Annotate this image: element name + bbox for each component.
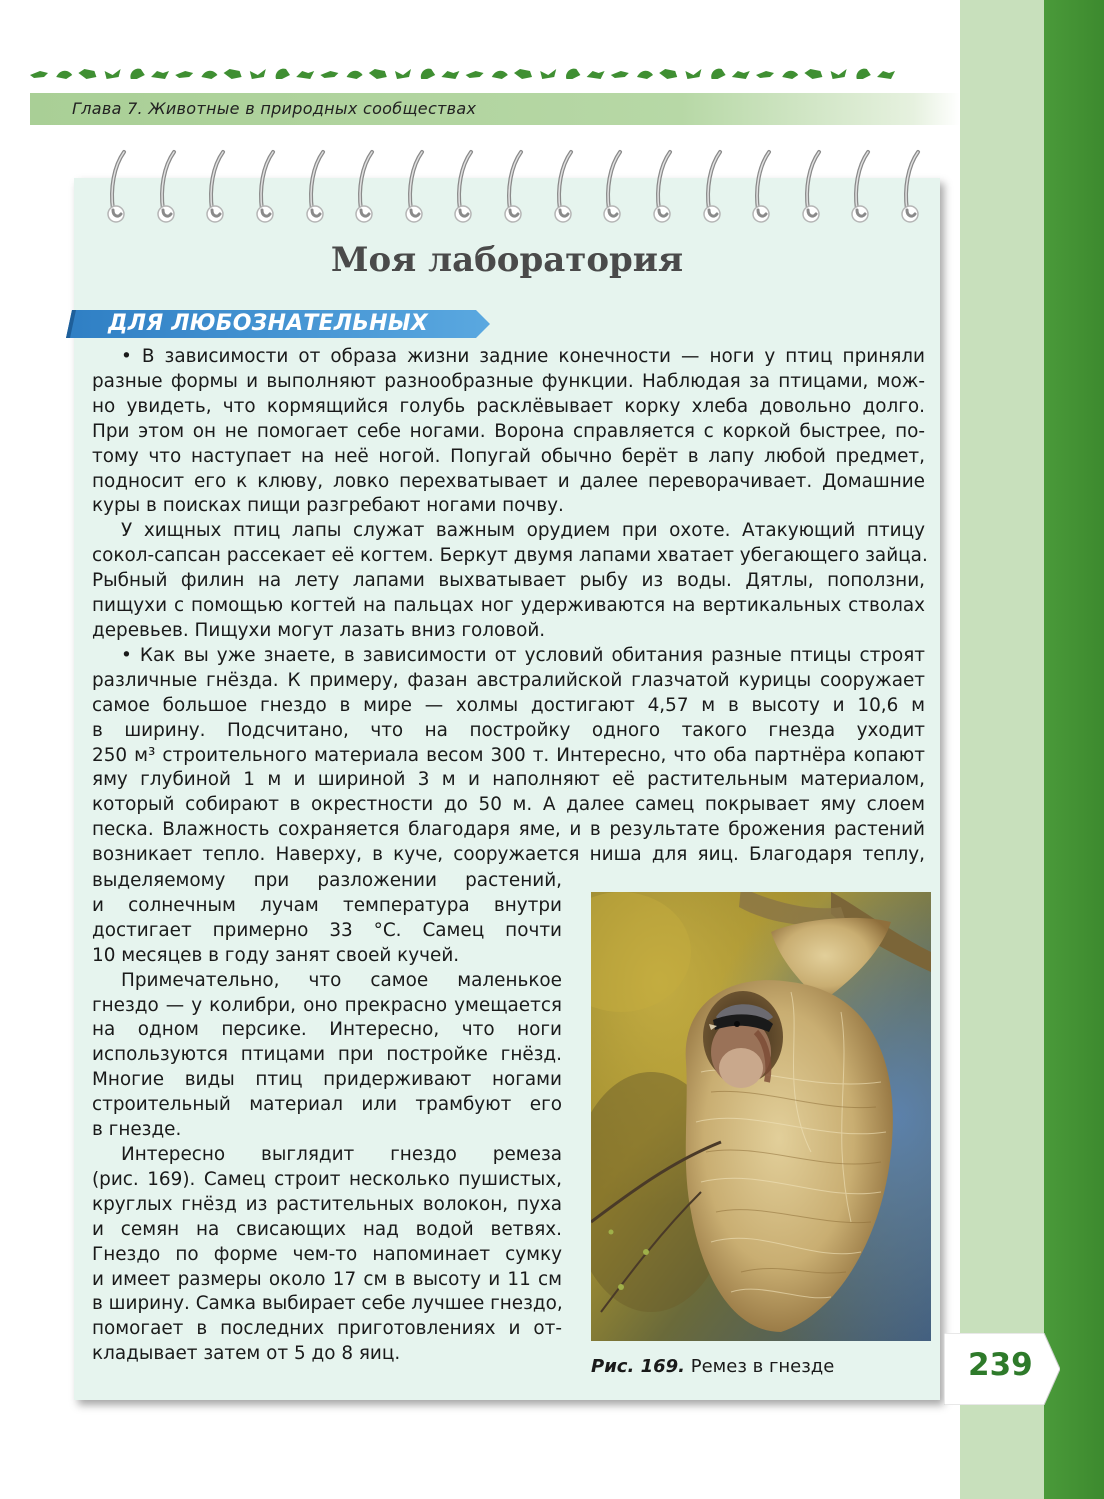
text-line: сокол-сапсан рассекает её когтем. Беркут двумя лапами хватает убегающего зайца. (92, 545, 928, 567)
animal-silhouette-icon (856, 69, 870, 79)
ring-icon (848, 148, 874, 228)
figure-label: Рис. 169. (591, 1356, 685, 1377)
ring-icon (501, 148, 527, 228)
animal-silhouette-icon (831, 69, 847, 79)
animal-silhouette-icon (395, 69, 411, 79)
ring-icon (799, 148, 825, 228)
animal-silhouette-icon (756, 71, 774, 78)
text-line: • Как вы уже знаете, в зависимости от условий обитания разные птицы строят (121, 644, 925, 666)
page-number: 239 (968, 1347, 1033, 1383)
text-line: куры в поисках пищи разгребают ногами почву. (92, 495, 564, 517)
text-line: • В зависимости от образа жизни задние конечности — ноги у птиц приняли (121, 346, 925, 367)
animal-silhouette-icon (175, 71, 193, 78)
text-line: помогает в последних приготовлениях и от- (92, 1318, 562, 1340)
animal-silhouette-icon (276, 69, 290, 79)
animal-silhouette-icon (78, 69, 96, 79)
animal-strip-icon (30, 62, 900, 84)
animal-silhouette-icon (421, 69, 435, 79)
animal-silhouette-icon (347, 71, 363, 79)
animal-silhouette-icon (611, 71, 629, 78)
animal-silhouette-icon (566, 69, 580, 79)
section-title: ДЛЯ ЛЮБОЗНАТЕЛЬНЫХ (108, 311, 428, 336)
ring-icon (700, 148, 726, 228)
text-line: Гнездо по форме чем-то напоминает сумку (92, 1243, 562, 1265)
text-line: Интересно выглядит гнездо ремеза (121, 1143, 562, 1165)
ring-icon (600, 148, 626, 228)
animal-silhouette-icon (637, 71, 653, 79)
figure-caption-text: Ремез в гнезде (690, 1356, 835, 1377)
remez-nest-image (591, 892, 931, 1341)
text-line: песка. Влажность сохраняется благодаря яме, и в результате брожения растений (92, 819, 925, 841)
text-line: и имеет размеры около 17 см в высоту и 11 см (92, 1268, 562, 1290)
text-line: на одном персике. Интересно, что ноги (92, 1019, 562, 1041)
text-line: достигает примерно 33 °С. Самец почти (92, 919, 562, 941)
ring-icon (303, 148, 329, 228)
text-line: и солнечным лучам температура внутри (92, 894, 562, 916)
animal-silhouette-icon (782, 71, 798, 79)
animal-silhouette-icon (320, 71, 338, 78)
main-text (92, 345, 928, 868)
figure-caption (591, 1356, 834, 1377)
text-line: (рис. 169). Самец строит несколько пушистых, (92, 1168, 562, 1190)
ring-icon (898, 148, 924, 228)
text-line: круглых гнёзд из растительных волокон, пуха (92, 1193, 562, 1215)
text-line: различные гнёзда. К примеру, фазан австралийской глазчатой курицы сооружает (92, 669, 925, 691)
text-line: У хищных птиц лапы служат важным орудием при охоте. Атакующий птицу (121, 520, 925, 542)
animal-silhouette-icon (105, 69, 121, 79)
text-line: яму глубиной 1 м и шириной 3 м и наполняют её растительным материалом, (92, 769, 925, 791)
text-line: деревьев. Пищухи могут лазать вниз головой. (92, 619, 546, 641)
animal-silhouette-icon (685, 69, 701, 79)
ring-icon (402, 148, 428, 228)
animal-silhouette-icon (804, 69, 822, 79)
animal-silhouette-icon (732, 71, 750, 79)
animal-silhouette-icon (441, 71, 459, 79)
animal-silhouette-icon (296, 71, 314, 79)
animal-silhouette-icon (130, 69, 144, 79)
text-line: возникает тепло. Наверху, в куче, сооружается ниша для яиц. Благодаря теплу, (92, 844, 925, 866)
side-text (92, 869, 562, 1367)
ring-icon (650, 148, 676, 228)
animal-silhouette-icon (540, 69, 556, 79)
ring-icon (551, 148, 577, 228)
animal-silhouette-icon (514, 69, 532, 79)
text-line: 250 м³ строительного материала весом 300 т. Интересно, что оба партнёра копают (92, 744, 925, 766)
text-line: 10 месяцев в году занят своей кучей. (92, 944, 460, 966)
animal-silhouette-icon (659, 69, 677, 79)
text-line: используются птицами при постройке гнёзд. (92, 1044, 562, 1066)
text-line: разные формы и выполняют разнообразные функции. Наблюдая за птицами, мож- (92, 370, 925, 392)
animal-silhouette-icon (369, 69, 387, 79)
ring-icon (154, 148, 180, 228)
animal-silhouette-icon (201, 71, 217, 79)
animal-silhouette-icon (151, 71, 169, 79)
ring-icon (203, 148, 229, 228)
animal-silhouette-icon (56, 71, 72, 79)
notebook-rings (104, 148, 924, 228)
animal-silhouette-icon (466, 71, 484, 78)
animal-silhouette-icon (30, 71, 48, 78)
ring-icon (451, 148, 477, 228)
page-edge-dark (1044, 0, 1104, 1499)
animal-silhouettes (30, 62, 900, 84)
animal-silhouette-icon (492, 71, 508, 79)
text-line: гнездо — у колибри, оно прекрасно умещается (92, 994, 562, 1016)
lab-title: Моя лаборатория (330, 240, 684, 280)
text-line: в ширину. Подсчитано, что на постройку одного такого гнезда уходит (92, 719, 925, 741)
text-line: в ширину. Самка выбирает себе лучшее гнездо, (92, 1293, 563, 1315)
text-line: При этом он не помогает себе ногами. Ворона справляется с коркой быстрее, по- (92, 420, 925, 442)
text-line: Примечательно, что самое маленькое (121, 969, 562, 991)
animal-silhouette-icon (224, 69, 242, 79)
text-line: строительный материал или трамбуют его (92, 1094, 562, 1116)
animal-silhouette-icon (250, 69, 266, 79)
animal-silhouette-icon (877, 71, 895, 79)
text-line: пищухи с помощью когтей на пальцах ног удерживаются на вертикальных стволах (92, 595, 925, 617)
text-line: но увидеть, что кормящийся голубь расклёвывает корку хлеба довольно долго. (92, 395, 925, 417)
animal-silhouette-icon (711, 69, 725, 79)
text-line: подносит его к клюву, ловко перехватывает и далее переворачивает. Домашние (92, 470, 925, 492)
text-line: Рыбный филин на лету лапами выхватывает рыбу из воды. Дятлы, поползни, (92, 570, 925, 592)
ring-icon (253, 148, 279, 228)
text-line: и семян на свисающих над водой ветвях. (92, 1218, 562, 1240)
text-line: в гнезде. (92, 1119, 182, 1141)
ring-icon (749, 148, 775, 228)
ring-icon (352, 148, 378, 228)
animal-silhouette-icon (587, 71, 605, 79)
text-line: тому что наступает на неё ногой. Попугай обычно берёт в лапу любой предмет, (92, 445, 925, 467)
page-edge-light (960, 0, 1044, 1499)
photo-remez-nest (591, 892, 931, 1341)
ring-icon (104, 148, 130, 228)
chapter-title: Глава 7. Животные в природных сообществах (72, 99, 477, 118)
text-line: самое большое гнездо в мире — холмы достигают 4,57 м в высоту и 10,6 м (92, 694, 925, 716)
text-line: выделяемому при разложении растений, (92, 870, 562, 891)
text-line: кладывает затем от 5 до 8 яиц. (92, 1343, 401, 1365)
text-line: Многие виды птиц придерживают ногами (92, 1069, 562, 1091)
text-line: который собирают в окрестности до 50 м. А далее самец покрывает яму слоем (92, 794, 925, 816)
